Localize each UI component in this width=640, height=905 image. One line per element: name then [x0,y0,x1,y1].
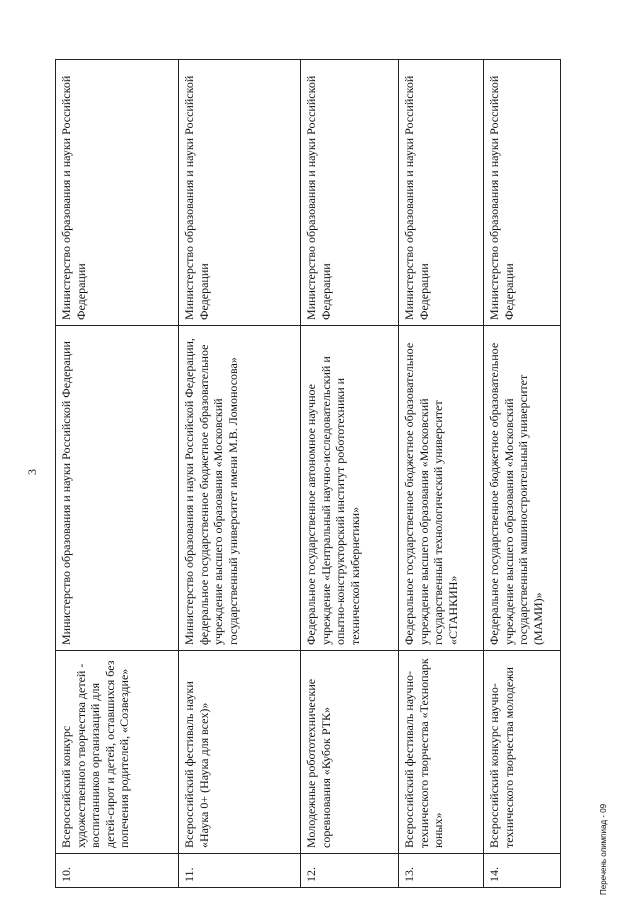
row-number: 14. [484,854,561,888]
row-number: 13. [399,854,484,888]
event-name: Всероссийский конкурс научно-технического творчества молодежи [484,651,561,854]
organizer: Федеральное государственное бюджетное образовательное учреждение высшего образования «Московский государственный технологический университет «СТАНКИН» [399,326,484,651]
ministry: Министерство образования и науки Российской Федерации [56,60,179,326]
page-number: 3 [25,469,39,475]
table-row [301,60,399,888]
table-row [399,60,484,888]
organizer: Министерство образования и науки Российской Федерации [56,326,179,651]
olympiad-table [55,59,561,888]
ministry: Министерство образования и науки Российской Федерации [399,60,484,326]
ministry: Министерство образования и науки Российской Федерации [484,60,561,326]
row-number: 11. [179,854,301,888]
event-name: Всероссийский конкурс художественного творчества детей - воспитанников организаций для детей-сирот и детей, оставшихся без попечения родителей, «Созвездие» [56,651,179,854]
event-name: Молодежные робототехнические соревнования «Кубок РТК» [301,651,399,854]
ministry: Министерство образования и науки Российской Федерации [179,60,301,326]
row-number: 10. [56,854,179,888]
organizer: Министерство образования и науки Российской Федерации, федеральное государственное бюджетное образовательное учреждение высшего образования «Московский государственный университет имени М.В. Ломоносова» [179,326,301,651]
table-row [56,60,179,888]
event-name: Всероссийский фестиваль научно-технического творчества «Технопарк юных» [399,651,484,854]
table-row [484,60,561,888]
row-number: 12. [301,854,399,888]
footer-text: Перечень олимпиад - 09 [599,803,608,895]
event-name: Всероссийский фестиваль науки «Наука 0+ (Наука для всех)» [179,651,301,854]
olympiad-table-container [55,60,560,888]
ministry: Министерство образования и науки Российской Федерации [301,60,399,326]
organizer: Федеральное государственное бюджетное образовательное учреждение высшего образования «Московский государственный машиностроительный университет (МАМИ)» [484,326,561,651]
organizer: Федеральное государственное автономное научное учреждение «Центральный научно-исследовательский и опытно-конструкторский институт робототехники и технической кибернетики» [301,326,399,651]
table-row [179,60,301,888]
